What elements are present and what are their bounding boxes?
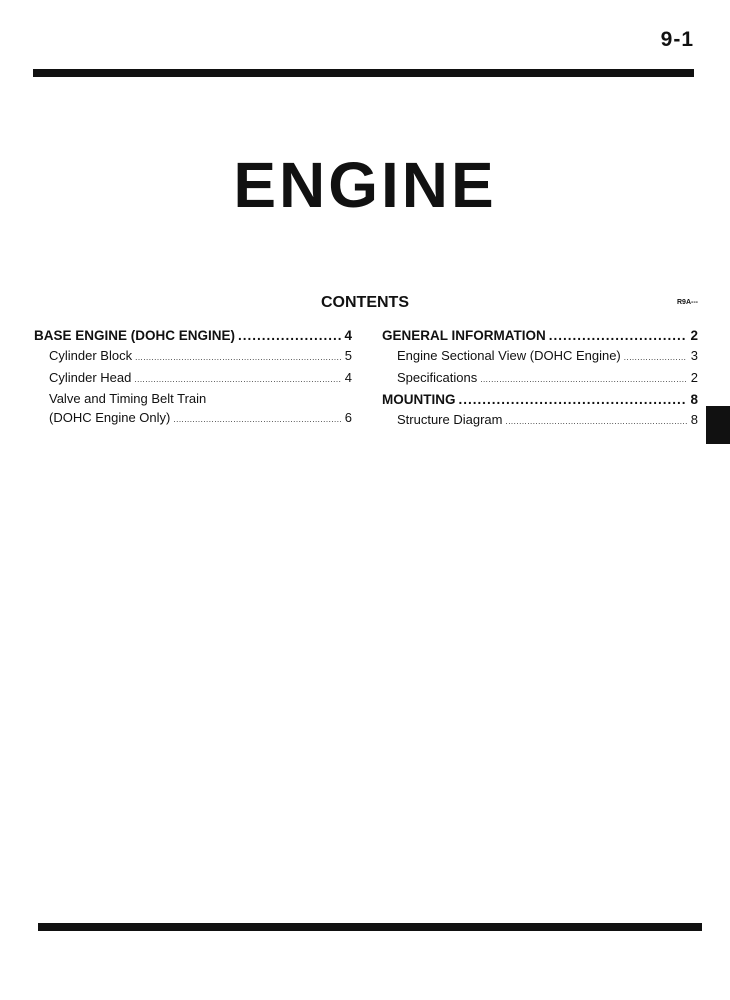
toc-entry-label: Cylinder Block <box>49 348 133 363</box>
toc-entry-engine-sectional-view[interactable] <box>382 346 698 368</box>
leader-dots <box>459 390 688 410</box>
toc-entry-structure-diagram[interactable] <box>382 410 698 432</box>
page-title: ENGINE <box>233 149 497 221</box>
toc-entry-label: Specifications <box>397 370 478 385</box>
toc-entry-base-engine[interactable] <box>34 326 352 346</box>
toc-entry-valve-timing-belt-train[interactable] <box>34 390 352 428</box>
toc-entry-line2 <box>34 407 352 428</box>
leader-dots <box>134 368 341 390</box>
toc-entry-label: Cylinder Head <box>49 370 132 385</box>
toc-entry-label: MOUNTING <box>382 392 456 407</box>
toc-entry-label: Engine Sectional View (DOHC Engine) <box>397 348 621 363</box>
toc-entry-page: 8 <box>690 412 698 427</box>
leader-dots <box>624 346 687 368</box>
leader-dots <box>238 326 341 346</box>
toc-entry-label-line1: Valve and Timing Belt Train <box>49 391 207 406</box>
toc-entry-page: 4 <box>344 328 352 343</box>
reference-code: R9A--- <box>677 299 698 306</box>
toc-entry-mounting[interactable] <box>382 390 698 410</box>
toc-entry-cylinder-block[interactable] <box>34 346 352 368</box>
toc-entry-page: 3 <box>690 348 698 363</box>
toc-entry-general-information[interactable] <box>382 326 698 346</box>
section-thumb-tab <box>706 406 730 444</box>
leader-dots <box>549 326 687 346</box>
toc-entry-page: 2 <box>690 328 698 343</box>
bottom-rule <box>38 923 702 931</box>
top-rule <box>33 69 694 77</box>
contents-right-column <box>382 326 698 432</box>
page-number: 9-1 <box>660 28 694 51</box>
leader-dots <box>173 409 341 428</box>
toc-entry-label-line2: (DOHC Engine Only) <box>49 410 171 425</box>
leader-dots <box>480 368 687 390</box>
toc-entry-label: BASE ENGINE (DOHC ENGINE) <box>34 328 236 343</box>
contents-heading: CONTENTS <box>321 294 409 311</box>
toc-entry-page: 2 <box>690 370 698 385</box>
toc-entry-page: 8 <box>690 392 698 407</box>
leader-dots <box>135 346 341 368</box>
toc-entry-page: 5 <box>344 348 352 363</box>
leader-dots <box>505 410 687 432</box>
toc-entry-page: 4 <box>344 370 352 385</box>
toc-entry-cylinder-head[interactable] <box>34 368 352 390</box>
contents-left-column <box>34 326 352 428</box>
toc-entry-page: 6 <box>344 410 352 425</box>
toc-entry-label: GENERAL INFORMATION <box>382 328 546 343</box>
toc-entry-specifications[interactable] <box>382 368 698 390</box>
toc-entry-label: Structure Diagram <box>397 412 503 427</box>
